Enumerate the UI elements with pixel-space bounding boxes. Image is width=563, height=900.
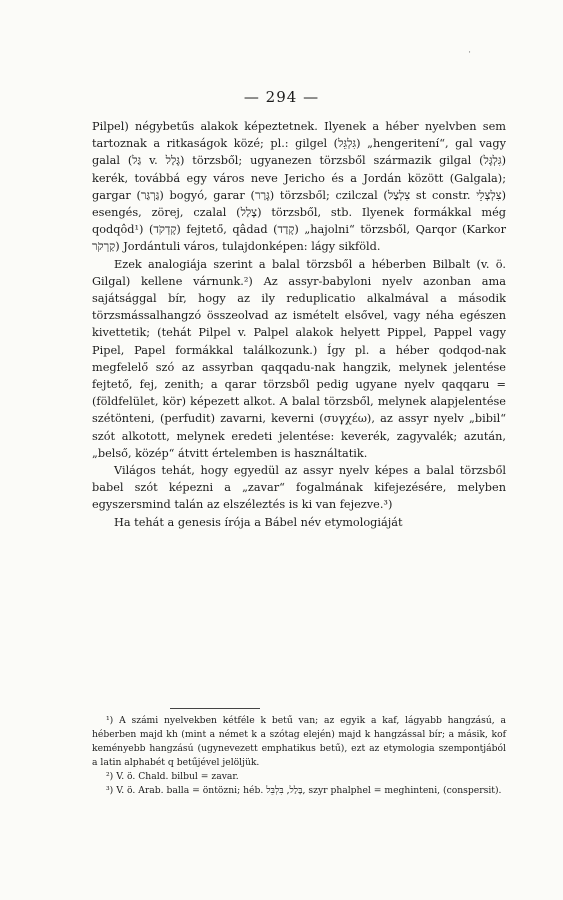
footnote-2: ²) V. ö. Chald. bilbul = zavar. xyxy=(106,771,239,782)
footnote-divider xyxy=(170,708,260,709)
paragraph-3: Világos tehát, hogy egyedül az assyr nyelv képes a balal törzsből babel szót képezni a „zavar“ fogalmának kifejezésére, melyben egyszersmind talán az elszéleztés is ki van fejezve.³) xyxy=(92,464,506,512)
corner-mark: · xyxy=(468,48,471,58)
paragraph-1: Pilpel) négybetűs alakok képeztetnek. Ilyenek a héber nyelvben sem tartoznak a ritkaságok közé; pl.: gilgel (גִּלְגֵּל) „hengeritení“, gal vagy galal (גַּל v. גָּלַל) törzsből; ugyanezen törzsből származik gilgal (גִּלְגָּל) kerék, továbbá egy város neve Jericho és a Jordán között (Galgala); gargar (גַּרְגַּר) bogyó, garar (גָּרַר) törzsből; czilczal (צִלְצַל st constr. צִלְצְלֵי) esengés, zörej, czalal (צָלַל) törzsből, stb. Ilyenek formákkal még qodqôd¹) (קָדְקֹד) fejtető, qâdad (קָדַד) „hajolni“ törzsből, Qarqor (Karkor קַרְקֹר) Jordántuli város, tulajdonképen: lágy sikföld. xyxy=(92,120,506,254)
main-text xyxy=(92,118,506,531)
footnote-1: ¹) A számi nyelvekben kétféle k betű van; az egyik a kaf, lágyabb hangzású, a héberben majd kh (mint a német k a szótag elején) majd k hangzással bír; a másik, kof keményebb hangzású (ugynevezett emphatikus betű), ezt az etymologia szempontjából a latin alphabét q betűjével jelöljük. xyxy=(92,715,506,768)
paragraph-2: Ezek analogiája szerint a balal törzsből a héberben Bilbalt (v. ö. Gilgal) kellene várnunk.²) Az assyr-babyloni nyelv azonban ama sajátsággal bír, hogy az ily reduplicatio alkalmával a második törzsmássalhangzó összeolvad az ismételt elsővel, vagy néha egészen kivettetik; (tehát Pilpel v. Palpel alakok helyett Pippel, Pappel vagy Pipel, Papel formákkal találkozunk.) Így pl. a héber qodqod-nak megfelelő szó az assyrban qaqqadu-nak hangzik, melynek jelentése fejtető, fej, zenith; a qarar törzsből pedig ugyane nyelv qaqqaru = (földfelület, kör) képezett alkot. A balal törzsből, melynek alapjelentése szétönteni, (perfudit) zavarni, keverni (συγχέω), az assyr nyelv „bibil“ szót alkotott, melynek eredeti jelentése: keverék, zagyvalék; azután, „belső, közép“ átvitt értelemben is használtatik. xyxy=(92,257,506,460)
footnote-3: ³) V. ö. Arab. balla = öntözni; héb. בָּלַל, בִּלְבֵּל, szyr phalphel = meghinteni, (conspersit). xyxy=(106,785,502,796)
footnotes xyxy=(92,714,506,798)
paragraph-4: Ha tehát a genesis írója a Bábel név etymologiáját xyxy=(114,515,403,529)
page-number: — 294 — xyxy=(243,88,320,106)
